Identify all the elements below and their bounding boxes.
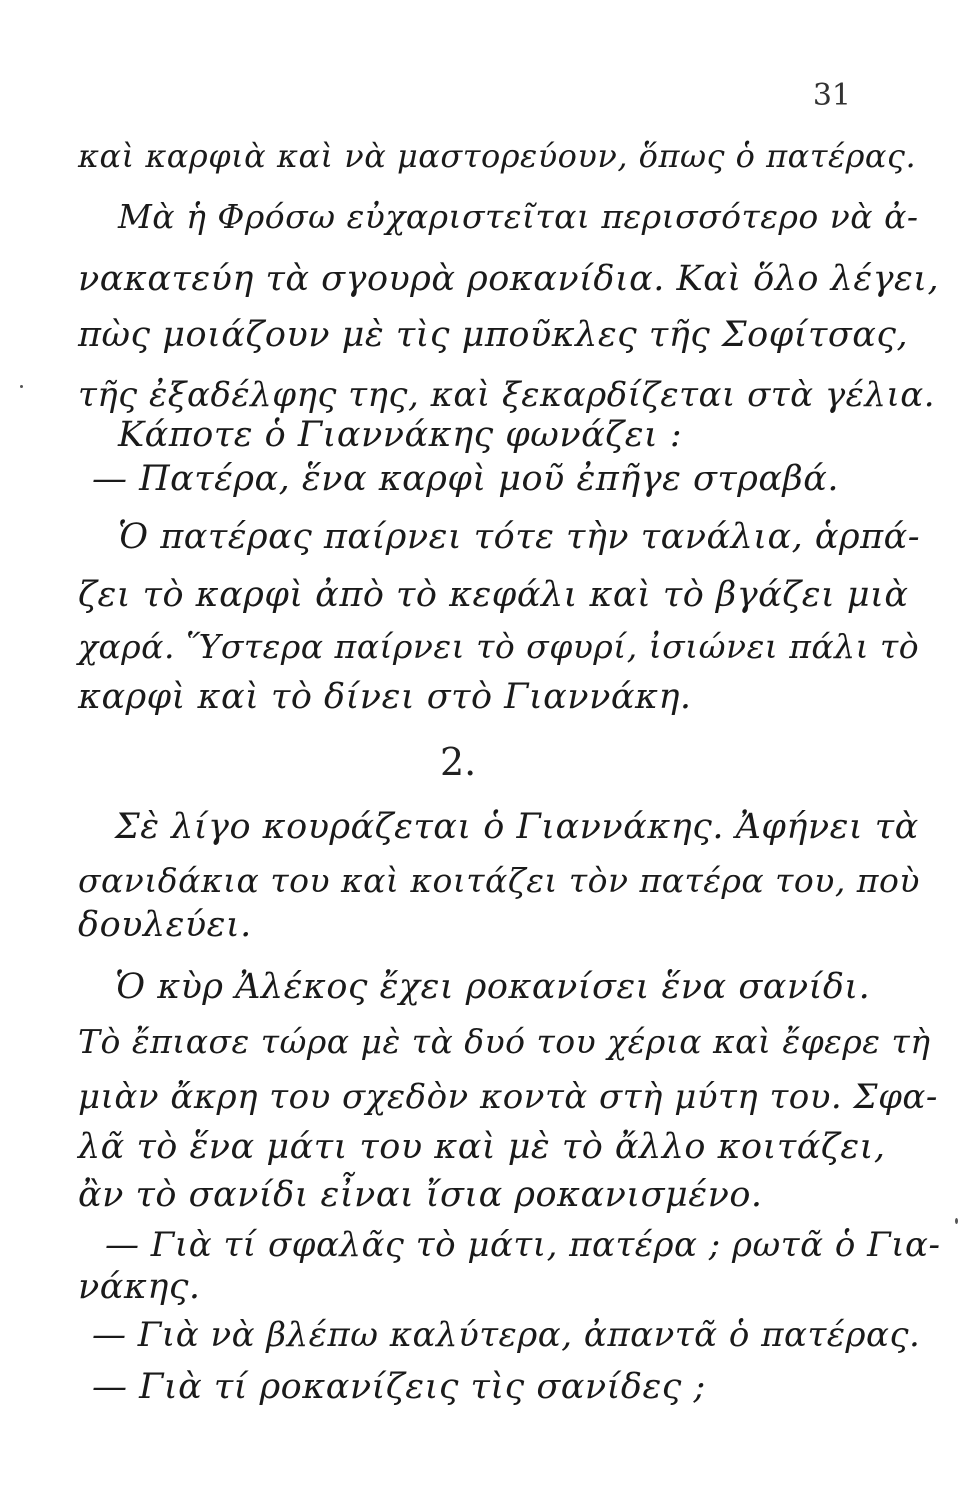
text-line: ζει τὸ καρφὶ ἀπὸ τὸ κεφάλι καὶ τὸ βγάζει μιὰ (78, 575, 909, 615)
text-line: λᾶ τὸ ἕνα μάτι του καὶ μὲ τὸ ἄλλο κοιτάζει, (78, 1127, 886, 1167)
text-line: Ὁ πατέρας παίρνει τότε τὴν τανάλια, ἁρπά- (118, 517, 921, 557)
text-line: ἂν τὸ σανίδι εἶναι ἴσια ροκανισμένο. (78, 1175, 763, 1215)
text-line: Σὲ λίγο κουράζεται ὁ Γιαννάκης. Ἀφήνει τὰ (115, 807, 919, 847)
section-number: 2. (440, 740, 477, 784)
text-line: τῆς ἐξαδέλφης της, καὶ ξεκαρδίζεται στὰ γέλια. (78, 375, 936, 415)
text-line: μιὰν ἄκρη του σχεδὸν κοντὰ στὴ μύτη του. Σφα- (78, 1077, 938, 1117)
text-line: — Γιὰ τί ροκανίζεις τὶς σανίδες ; (92, 1367, 706, 1407)
text-line: — Πατέρα, ἕνα καρφὶ μοῦ ἐπῆγε στραβά. (92, 459, 839, 499)
text-line: δουλεύει. (78, 905, 252, 945)
text-line: νακατεύη τὰ σγουρὰ ροκανίδια. Καὶ ὅλο λέγει, (78, 259, 940, 299)
text-line: σανιδάκια του καὶ κοιτάζει τὸν πατέρα του, ποὺ (78, 861, 920, 900)
text-line: νάκης. (78, 1267, 201, 1307)
text-line: Κάποτε ὁ Γιαννάκης φωνάζει : (118, 415, 683, 455)
text-line: Ὁ κὺρ Ἀλέκος ἔχει ροκανίσει ἕνα σανίδι. (115, 967, 871, 1007)
text-line: χαρά. Ὕστερα παίρνει τὸ σφυρί, ἰσιώνει πάλι τὸ (78, 627, 920, 666)
text-line: καὶ καρφιὰ καὶ νὰ μαστορεύουν, ὅπως ὁ πατέρας. (78, 137, 917, 175)
text-line: Μὰ ἡ Φρόσω εὐχαριστεῖται περισσότερο νὰ ἀ- (118, 197, 919, 236)
text-line: — Γιὰ νὰ βλέπω καλύτερα, ἀπαντᾶ ὁ πατέρας. (92, 1315, 921, 1355)
scan-speck (955, 1218, 958, 1224)
text-line: Τὸ ἔπιασε τώρα μὲ τὰ δυό του χέρια καὶ ἔφερε τὴ (78, 1022, 931, 1061)
text-line: πὼς μοιάζουν μὲ τὶς μποῦκλες τῆς Σοφίτσας, (78, 315, 909, 355)
text-line: — Γιὰ τί σφαλᾶς τὸ μάτι, πατέρα ; ρωτᾶ ὁ Για- (105, 1225, 941, 1265)
page-number: 31 (812, 78, 851, 113)
text-line: καρφὶ καὶ τὸ δίνει στὸ Γιαννάκη. (78, 677, 692, 717)
scan-speck (20, 385, 23, 388)
